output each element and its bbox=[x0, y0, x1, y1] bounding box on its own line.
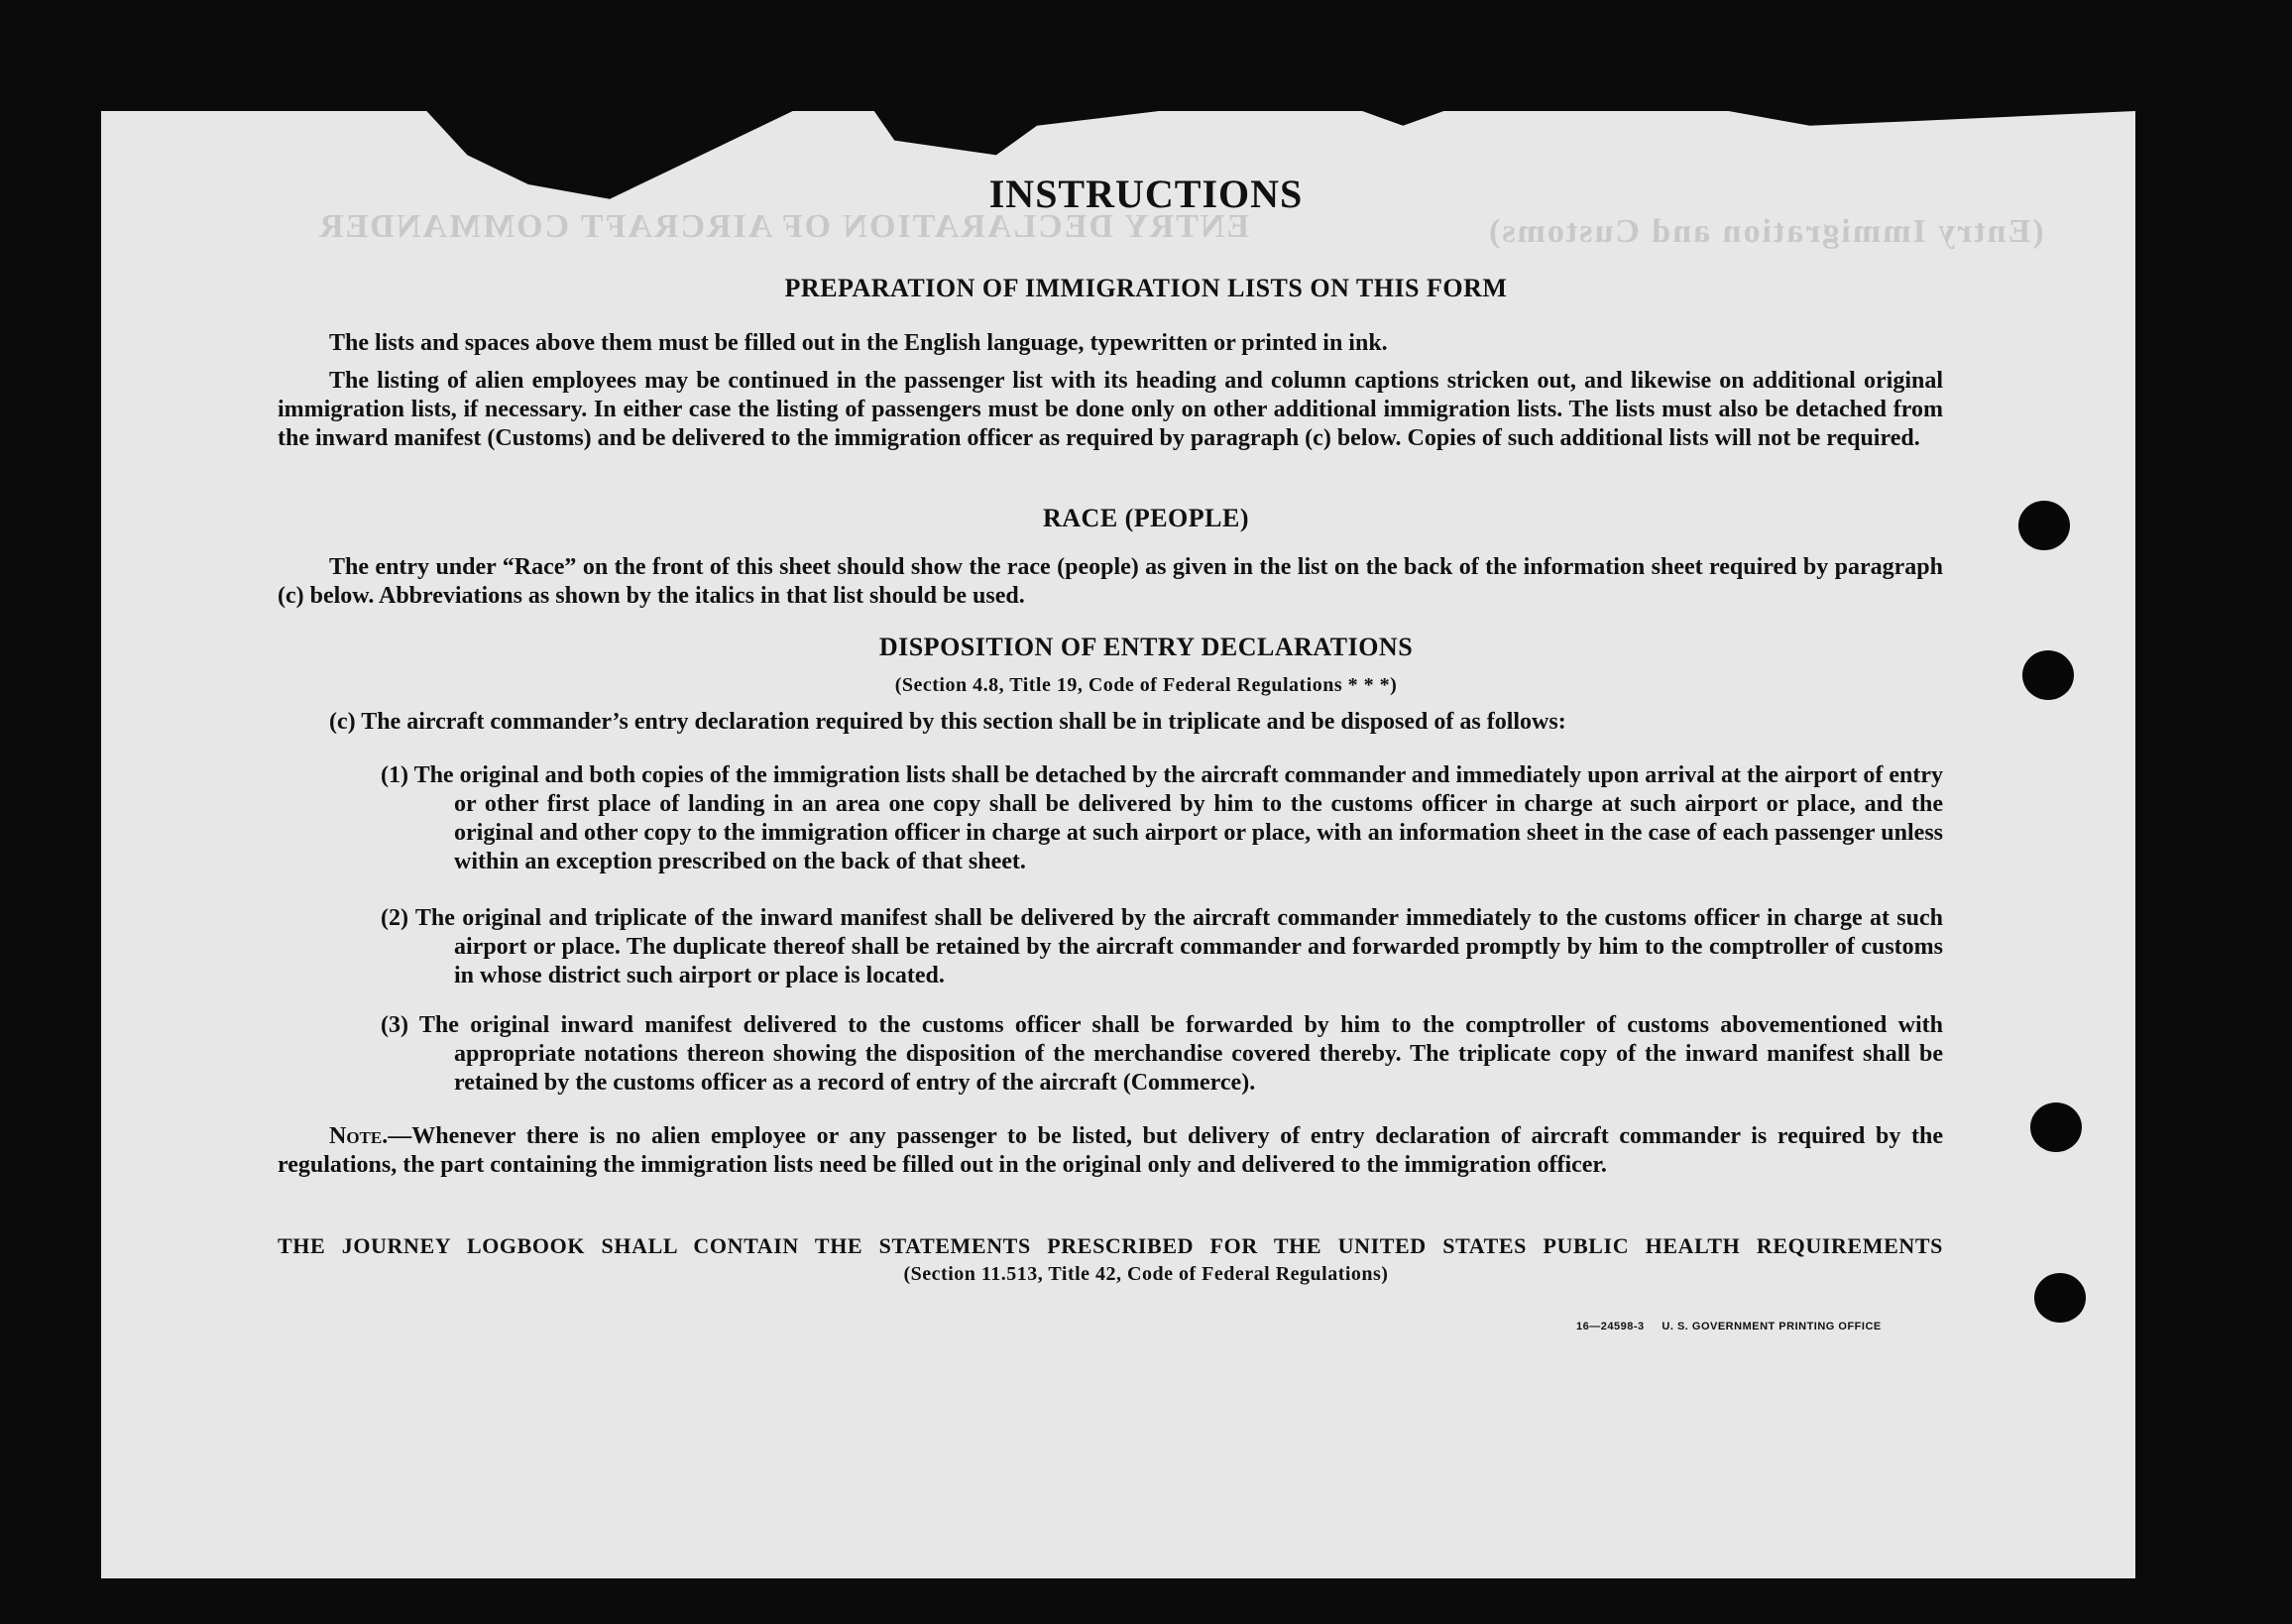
list-item-3: (3) The original inward manifest delivered to the customs officer shall be forwarded by him to the comptroller of customs abovementioned with appropriate notations thereon showing the disposition of the merchandise covered thereby. The triplicate copy of the inward manifest shall be retained by the customs officer as a record of entry of the aircraft (Commerce). bbox=[381, 1012, 1943, 1096]
health-requirements-line: THE JOURNEY LOGBOOK SHALL CONTAIN THE STATEMENTS PRESCRIBED FOR THE UNITED STATES PUBLIC HEALTH REQUIREMENTS bbox=[278, 1233, 1943, 1258]
note-label: Note. bbox=[329, 1123, 389, 1149]
punch-hole bbox=[2030, 1102, 2082, 1152]
list-item-1: (1) The original and both copies of the immigration lists shall be detached by the aircraft commander and immediately upon arrival at the airport of entry or other first place of landing in an area one copy shall be delivered by him to the customs officer in charge at such airport or place, and the original and other copy to the immigration officer in charge at such airport or place, with an information sheet in the case of each passenger unless within an exception prescribed on the back of that sheet. bbox=[381, 762, 1943, 874]
form-number: 16—24598-3 bbox=[1576, 1321, 1645, 1333]
race-paragraph-text: The entry under “Race” on the front of this sheet should show the race (people) as given in the list on the back of the information sheet required by paragraph (c) below. Abbreviations as shown by the italics in that list should be used. bbox=[278, 554, 1943, 609]
punch-hole bbox=[2018, 501, 2070, 550]
bleed-through: (Entry Immigration and Customs) bbox=[1487, 213, 2044, 250]
health-subheading: (Section 11.513, Title 42, Code of Federal Regulations) bbox=[903, 1263, 1389, 1285]
note-text: —Whenever there is no alien employee or any passenger to be listed, but delivery of entry declaration of aircraft commander is required by the regulations, the part containing the immigration lists need be filled out in the original only and delivered to the immigration officer. bbox=[278, 1123, 1943, 1178]
page-title: INSTRUCTIONS bbox=[988, 172, 1304, 216]
bleed-through: ENTRY DECLARATION OF AIRCRAFT COMMANDER bbox=[317, 208, 1250, 245]
note-paragraph bbox=[278, 1122, 1943, 1180]
race-paragraph bbox=[278, 553, 1943, 611]
prep-paragraph-2-text: The listing of alien employees may be continued in the passenger list with its heading and column captions stricken out, and likewise on additional original immigration lists, if necessary. In either case the listing of passengers must be done only on other additional immigration lists. The lists must also be detached from the inward manifest (Customs) and be delivered to the immigration officer as required by paragraph (c) below. Copies of such additional lists will not be required. bbox=[278, 368, 1943, 451]
disposition-intro-text: (c) The aircraft commander’s entry declaration required by this section shall be in triplicate and be disposed of as follows: bbox=[329, 709, 1566, 735]
disposition-heading: DISPOSITION OF ENTRY DECLARATIONS bbox=[878, 633, 1414, 661]
race-heading: RACE (PEOPLE) bbox=[1043, 504, 1249, 532]
list-item-2: (2) The original and triplicate of the inward manifest shall be delivered by the aircraft commander immediately to the customs officer in charge at such airport or place. The duplicate thereof shall be retained by the aircraft commander and forwarded promptly by him to the comptroller of customs in whose district such airport or place is located. bbox=[381, 905, 1943, 988]
printer-name: U. S. GOVERNMENT PRINTING OFFICE bbox=[1662, 1321, 1882, 1333]
prep-paragraph-1 bbox=[278, 329, 1943, 358]
disposition-subheading: (Section 4.8, Title 19, Code of Federal Regulations * * *) bbox=[894, 674, 1398, 696]
prep-heading: PREPARATION OF IMMIGRATION LISTS ON THIS FORM bbox=[784, 274, 1508, 302]
disposition-intro bbox=[278, 708, 1943, 737]
print-footnote bbox=[1576, 1321, 1882, 1333]
prep-paragraph-2 bbox=[278, 367, 1943, 453]
punch-hole bbox=[2034, 1273, 2086, 1323]
prep-paragraph-1-text: The lists and spaces above them must be filled out in the English language, typewritten or printed in ink. bbox=[329, 330, 1388, 356]
punch-hole bbox=[2022, 650, 2074, 700]
